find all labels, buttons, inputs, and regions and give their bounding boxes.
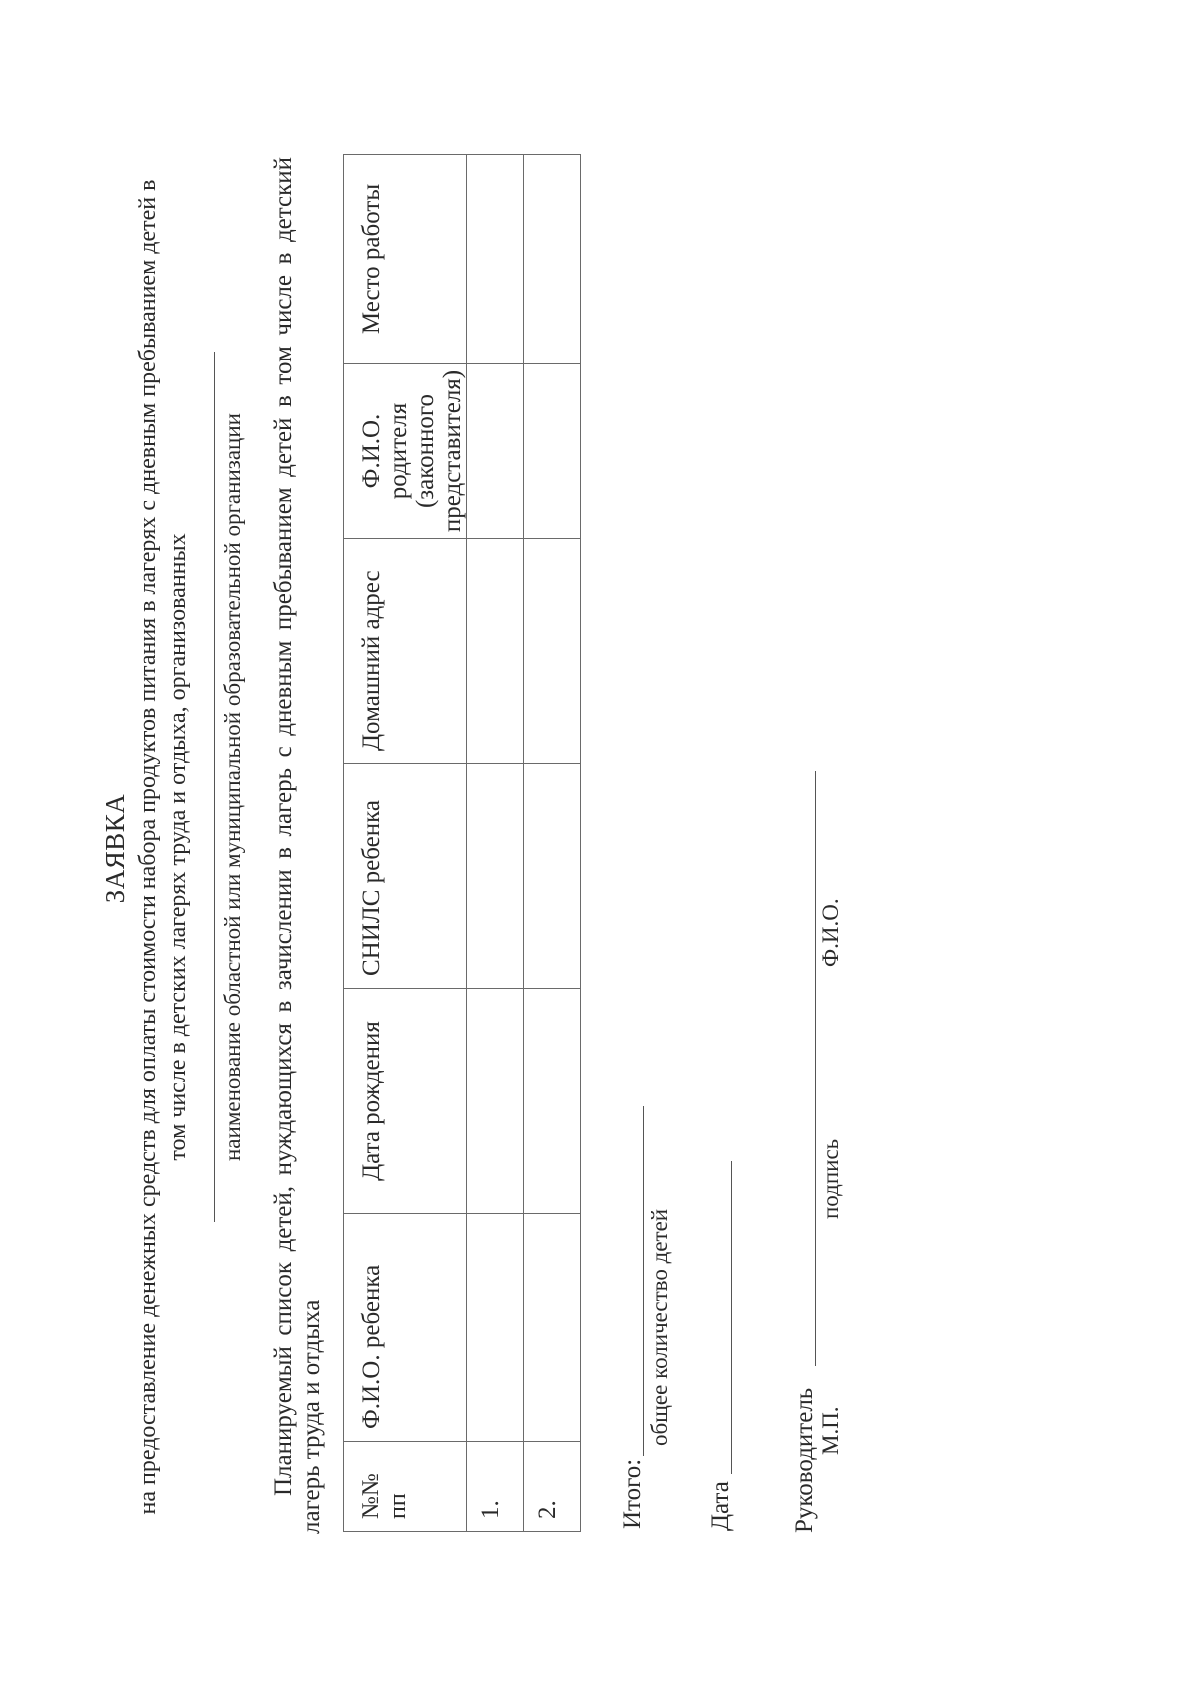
table-row <box>467 155 524 1532</box>
total-caption: общее количество детей <box>647 1208 672 1446</box>
document-title: ЗАЯВКА <box>100 793 130 904</box>
header-workplace: Место работы <box>344 155 467 364</box>
header-child-name: Ф.И.О. ребенка <box>344 1214 467 1442</box>
table-header-row <box>344 155 467 1532</box>
header-number <box>344 1442 467 1532</box>
document-subtitle <box>133 147 193 1547</box>
children-table <box>343 154 581 1532</box>
head-label: Руководитель <box>791 1387 818 1533</box>
row-number: 2. <box>524 1442 581 1532</box>
total-label: Итого: <box>619 1458 646 1529</box>
header-parent-name: Ф.И.О. родителя (законного представителя) <box>344 364 467 539</box>
table-cell <box>467 539 524 764</box>
table-cell <box>524 364 581 539</box>
table-cell <box>524 764 581 989</box>
header-birth-date: Дата рождения <box>344 989 467 1214</box>
header-address: Домашний адрес <box>344 539 467 764</box>
table-cell <box>467 364 524 539</box>
table-cell <box>467 764 524 989</box>
organization-name-line <box>214 352 215 1222</box>
organization-caption: наименование областной или муниципальной образовательной организации <box>220 413 245 1161</box>
subtitle-line-1: на предоставление денежных средств для оплаты стоимости набора продуктов питания в лагерях с дневным пребыванием детей в <box>135 179 161 1515</box>
row-number: 1. <box>467 1442 524 1532</box>
table-cell <box>524 1214 581 1442</box>
table-cell <box>467 989 524 1214</box>
date-label: Дата <box>707 1481 734 1531</box>
table-cell <box>467 1214 524 1442</box>
table-cell <box>524 989 581 1214</box>
header-snils: СНИЛС ребенка <box>344 764 467 989</box>
signature-caption: подпись <box>818 1138 843 1219</box>
date-line <box>731 1161 732 1474</box>
header-number-line-1: №№ <box>358 1473 384 1519</box>
subtitle-line-2: том числе в детских лагерях труда и отдыха, организованных <box>165 533 191 1161</box>
header-number-line-2: пп <box>385 1493 411 1519</box>
table-row <box>524 155 581 1532</box>
table-cell <box>524 155 581 364</box>
table-cell <box>524 539 581 764</box>
table-cell <box>467 155 524 364</box>
intro-paragraph: Планируемый список детей, нуждающихся в зачислении в лагерь с дневным пребыванием детей в том числе в детский лагерь труда и отдыха <box>270 157 325 1534</box>
signature-line <box>815 771 816 1366</box>
fio-caption: Ф.И.О. <box>818 898 843 967</box>
stamp-label: М.П. <box>818 1406 843 1455</box>
total-line <box>643 1106 644 1456</box>
